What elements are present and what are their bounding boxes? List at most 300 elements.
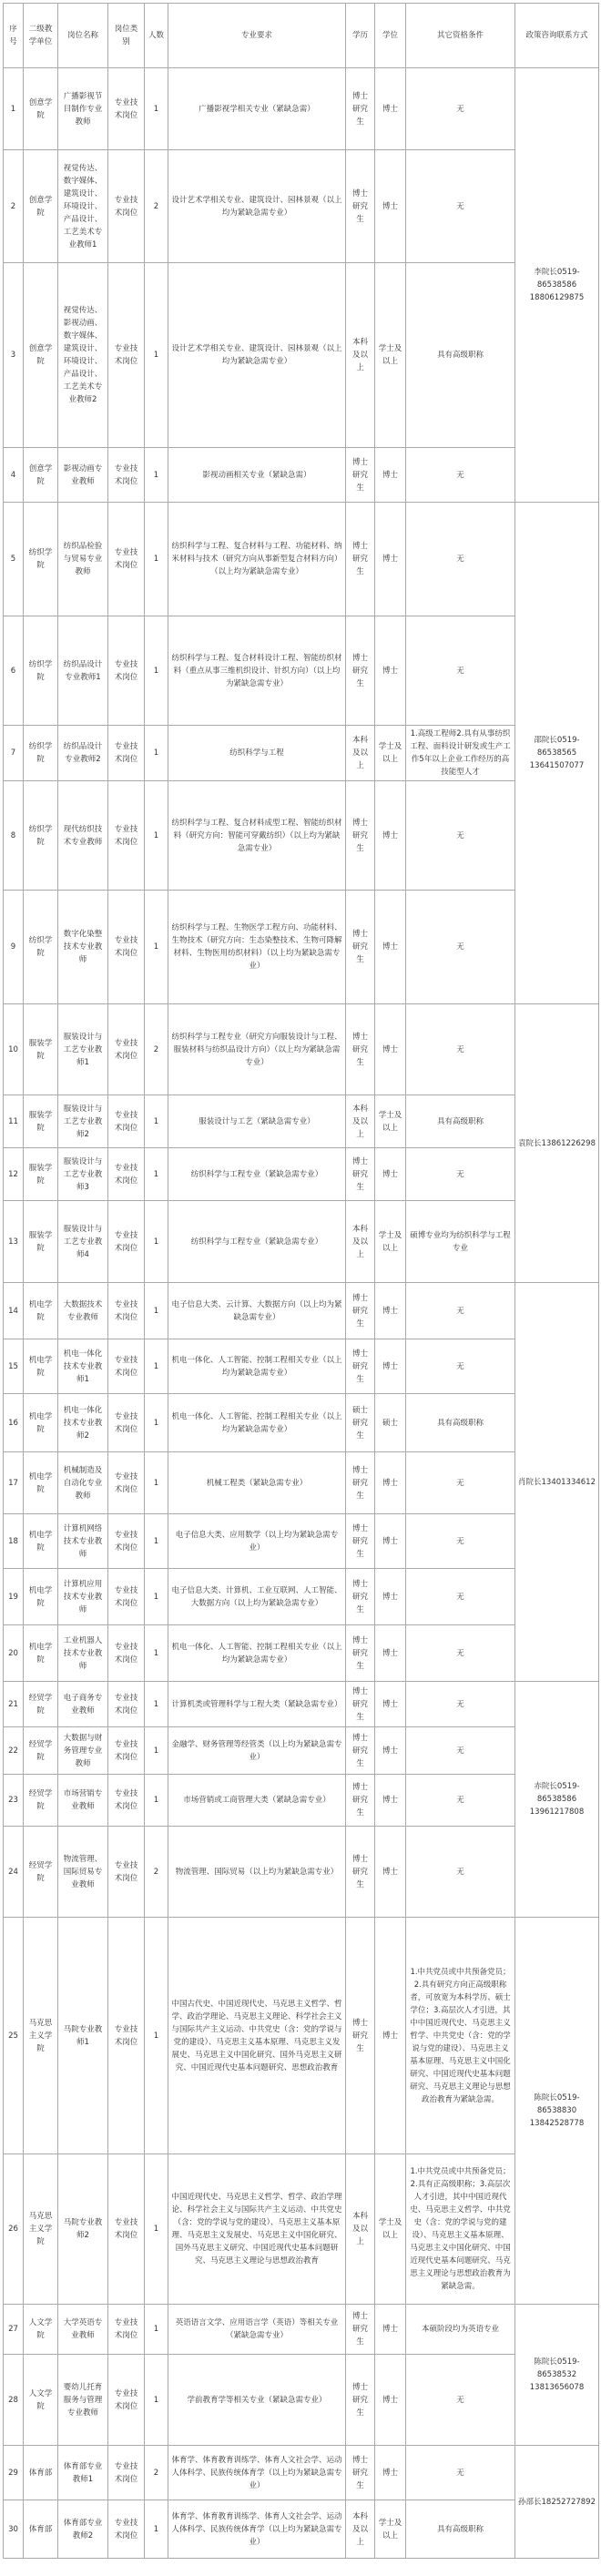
headcount: 1 xyxy=(145,1394,168,1452)
teaching-unit: 创意学院 xyxy=(24,68,58,150)
teaching-unit: 创意学院 xyxy=(24,448,58,503)
other-conditions: 无 xyxy=(406,68,515,150)
contact-info: 袁院长13861226298 xyxy=(515,1004,599,1283)
teaching-unit: 机电学院 xyxy=(24,1569,58,1625)
headcount: 1 xyxy=(145,1095,168,1148)
post-category: 专业技术岗位 xyxy=(108,1827,145,1918)
degree: 博士 xyxy=(375,1148,406,1201)
degree: 博士 xyxy=(375,1727,406,1775)
header-cell: 岗位类别 xyxy=(108,4,145,68)
degree: 学士及以上 xyxy=(375,726,406,781)
post-name: 电子商务专业教师 xyxy=(58,1682,108,1727)
post-category: 专业技术岗位 xyxy=(108,1394,145,1452)
degree: 博士 xyxy=(375,891,406,1004)
headcount: 1 xyxy=(145,1569,168,1625)
post-category: 专业技术岗位 xyxy=(108,2154,145,2305)
other-conditions: 1.高级工程师2.具有从事纺织工程、面料设计研发或生产工作5年以上企业工作经历的高技能型人才 xyxy=(406,726,515,781)
post-name: 大数据技术专业教师 xyxy=(58,1283,108,1339)
degree: 博士 xyxy=(375,1827,406,1918)
teaching-unit: 服装学院 xyxy=(24,1201,58,1283)
major-requirement: 机械工程类（紧缺急需专业） xyxy=(168,1452,346,1514)
post-name: 服装设计与工艺专业教师1 xyxy=(58,1004,108,1095)
education: 博士研究生 xyxy=(346,2355,375,2446)
headcount: 1 xyxy=(145,2154,168,2305)
headcount: 1 xyxy=(145,616,168,726)
other-conditions: 无 xyxy=(406,1625,515,1682)
education: 博士研究生 xyxy=(346,448,375,503)
other-conditions: 无 xyxy=(406,1682,515,1727)
other-conditions: 1.中共党员或中共预备党员；2.具有研究方向正高级职称者，可放宽为本科学历、硕士学位；3.高层次人才引进，其中中国近现代史、马克思主义哲学、中共党史（含：党的学说与党的建设）、马克思主义基本原理、马克思主义中国化研究、中国近现代史基本问题研究、马克思主义理论与思想政治教育为紧缺急需。 xyxy=(406,1918,515,2154)
education: 博士研究生 xyxy=(346,503,375,616)
row-number: 16 xyxy=(4,1394,24,1452)
row-number: 14 xyxy=(4,1283,24,1339)
post-category: 专业技术岗位 xyxy=(108,448,145,503)
table-row xyxy=(4,1569,599,1625)
degree: 博士 xyxy=(375,2446,406,2500)
headcount: 1 xyxy=(145,1625,168,1682)
degree: 学士及以上 xyxy=(375,2154,406,2305)
education: 博士研究生 xyxy=(346,2305,375,2355)
post-category: 专业技术岗位 xyxy=(108,1095,145,1148)
major-requirement: 学前教育学等相关专业（紧缺急需专业） xyxy=(168,2355,346,2446)
contact-info: 赤院长0519-86538586 13961217808 xyxy=(515,1682,599,1918)
teaching-unit: 经贸学院 xyxy=(24,1682,58,1727)
table-row xyxy=(4,263,599,448)
other-conditions: 无 xyxy=(406,1283,515,1339)
post-name: 纺织品设计专业教师2 xyxy=(58,726,108,781)
post-category: 专业技术岗位 xyxy=(108,1148,145,1201)
major-requirement: 广播影视学相关专业（紧缺急需） xyxy=(168,68,346,150)
post-category: 专业技术岗位 xyxy=(108,1004,145,1095)
row-number: 29 xyxy=(4,2446,24,2500)
other-conditions: 无 xyxy=(406,1452,515,1514)
post-category: 专业技术岗位 xyxy=(108,1339,145,1394)
degree: 博士 xyxy=(375,150,406,263)
degree: 博士 xyxy=(375,1569,406,1625)
degree: 博士 xyxy=(375,1452,406,1514)
other-conditions: 无 xyxy=(406,1148,515,1201)
teaching-unit: 人文学院 xyxy=(24,2355,58,2446)
other-conditions: 无 xyxy=(406,1569,515,1625)
table-row xyxy=(4,1004,599,1095)
degree: 学士及以上 xyxy=(375,263,406,448)
post-category: 专业技术岗位 xyxy=(108,1727,145,1775)
education: 本科及以上 xyxy=(346,1201,375,1283)
headcount: 1 xyxy=(145,1339,168,1394)
teaching-unit: 马克思主义学院 xyxy=(24,1918,58,2154)
teaching-unit: 机电学院 xyxy=(24,1339,58,1394)
post-name: 大数据与财务管理专业教师 xyxy=(58,1727,108,1775)
post-category: 专业技术岗位 xyxy=(108,1283,145,1339)
other-conditions: 无 xyxy=(406,1004,515,1095)
post-name: 马院专业教师1 xyxy=(58,1918,108,2154)
headcount: 1 xyxy=(145,2305,168,2355)
other-conditions: 无 xyxy=(406,1339,515,1394)
education: 本科及以上 xyxy=(346,263,375,448)
header-row xyxy=(4,4,599,68)
post-category: 专业技术岗位 xyxy=(108,726,145,781)
major-requirement: 纺织科学与工程、复合材料设计工程、智能纺织材料（重点从事三维机织设计、针织方向）（以上均为紧缺急需专业） xyxy=(168,616,346,726)
headcount: 2 xyxy=(145,1827,168,1918)
other-conditions: 本硕阶段均为英语专业 xyxy=(406,2305,515,2355)
headcount: 1 xyxy=(145,781,168,891)
post-category: 专业技术岗位 xyxy=(108,1682,145,1727)
row-number: 23 xyxy=(4,1775,24,1827)
post-category: 专业技术岗位 xyxy=(108,2355,145,2446)
table-row xyxy=(4,1201,599,1283)
major-requirement: 市场营销或工商管理大类（紧缺急需专业） xyxy=(168,1775,346,1827)
post-name: 数字化染整技术专业教师 xyxy=(58,891,108,1004)
post-name: 服装设计与工艺专业教师2 xyxy=(58,1095,108,1148)
row-number: 7 xyxy=(4,726,24,781)
degree: 博士 xyxy=(375,448,406,503)
teaching-unit: 机电学院 xyxy=(24,1394,58,1452)
row-number: 4 xyxy=(4,448,24,503)
row-number: 8 xyxy=(4,781,24,891)
row-number: 20 xyxy=(4,1625,24,1682)
headcount: 1 xyxy=(145,1918,168,2154)
table-row xyxy=(4,2154,599,2305)
degree: 博士 xyxy=(375,1625,406,1682)
degree: 博士 xyxy=(375,1918,406,2154)
header-cell: 学位 xyxy=(375,4,406,68)
row-number: 19 xyxy=(4,1569,24,1625)
major-requirement: 影视动画相关专业（紧缺急需） xyxy=(168,448,346,503)
other-conditions: 无 xyxy=(406,616,515,726)
table-row xyxy=(4,1775,599,1827)
post-category: 专业技术岗位 xyxy=(108,503,145,616)
post-name: 体育部专业教师1 xyxy=(58,2446,108,2500)
post-category: 专业技术岗位 xyxy=(108,2446,145,2500)
post-category: 专业技术岗位 xyxy=(108,1201,145,1283)
teaching-unit: 人文学院 xyxy=(24,2305,58,2355)
major-requirement: 物流管理、国际贸易（以上均为紧缺急需专业） xyxy=(168,1827,346,1918)
teaching-unit: 纺织学院 xyxy=(24,891,58,1004)
table-row xyxy=(4,1514,599,1569)
major-requirement: 机电一体化、人工智能、控制工程相关专业（以上均为紧缺急需专业） xyxy=(168,1394,346,1452)
teaching-unit: 服装学院 xyxy=(24,1095,58,1148)
post-category: 专业技术岗位 xyxy=(108,1775,145,1827)
degree: 博士 xyxy=(375,2305,406,2355)
table-row xyxy=(4,448,599,503)
table-row xyxy=(4,1918,599,2154)
table-row xyxy=(4,2446,599,2500)
degree: 学士及以上 xyxy=(375,1201,406,1283)
major-requirement: 中国近现代史、马克思主义哲学、哲学、政治学理论、科学社会主义与国际共产主义运动、中共党史（含：党的学说与党的建设）、马克思主义基本原理、马克思主义发展史、马克思主义中国化研究、国外马克思主义研究、中国近现代史基本问题研究、马克思主义理论与思想政治教育 xyxy=(168,2154,346,2305)
major-requirement: 纺织科学与工程 xyxy=(168,726,346,781)
contact-info: 陈院长0519-86538532 13813656078 xyxy=(515,2305,599,2446)
other-conditions: 具有高级职称 xyxy=(406,1095,515,1148)
major-requirement: 金融学、财务管理等经管类（以上均为紧缺急需专业） xyxy=(168,1727,346,1775)
headcount: 1 xyxy=(145,448,168,503)
education: 博士研究生 xyxy=(346,1625,375,1682)
post-name: 工业机器人技术专业教师 xyxy=(58,1625,108,1682)
contact-info: 肖院长13401334612 xyxy=(515,1283,599,1682)
header-cell: 序号 xyxy=(4,4,24,68)
other-conditions: 无 xyxy=(406,150,515,263)
table-row xyxy=(4,1148,599,1201)
degree: 博士 xyxy=(375,1283,406,1339)
other-conditions: 无 xyxy=(406,1775,515,1827)
education: 本科及以上 xyxy=(346,726,375,781)
headcount: 1 xyxy=(145,891,168,1004)
major-requirement: 纺织科学与工程、生物医学工程方向、功能材料、生物技术（研究方向：生态染整技术、生物可降解材料、生物医用纺织材料）（以上均为紧缺急需专业） xyxy=(168,891,346,1004)
post-name: 机械制造及自动化专业教师 xyxy=(58,1452,108,1514)
post-name: 视觉传达、数字媒体、建筑设计、环境设计、产品设计、工艺美术专业教师1 xyxy=(58,150,108,263)
education: 博士研究生 xyxy=(346,1827,375,1918)
post-category: 专业技术岗位 xyxy=(108,1452,145,1514)
headcount: 1 xyxy=(145,1201,168,1283)
major-requirement: 体育学、体育教育训练学、体育人文社会学、运动人体科学、民族传统体育学（以上均为紧缺急需专业） xyxy=(168,2500,346,2559)
post-name: 马院专业教师2 xyxy=(58,2154,108,2305)
other-conditions: 无 xyxy=(406,448,515,503)
recruitment-table xyxy=(3,3,599,2559)
table-row xyxy=(4,2305,599,2355)
headcount: 1 xyxy=(145,2355,168,2446)
major-requirement: 体育学、体育教育训练学、体育人文社会学、运动人体科学、民族传统体育学（以上均为紧缺急需专业） xyxy=(168,2446,346,2500)
headcount: 1 xyxy=(145,1148,168,1201)
row-number: 10 xyxy=(4,1004,24,1095)
post-name: 纺织品检验与贸易专业教师 xyxy=(58,503,108,616)
row-number: 22 xyxy=(4,1727,24,1775)
degree: 学士及以上 xyxy=(375,1095,406,1148)
education: 博士研究生 xyxy=(346,1514,375,1569)
table-row xyxy=(4,503,599,616)
row-number: 9 xyxy=(4,891,24,1004)
post-name: 体育部专业教师2 xyxy=(58,2500,108,2559)
major-requirement: 设计艺术学相关专业、建筑设计、园林景观（以上均为紧缺急需专业） xyxy=(168,150,346,263)
headcount: 2 xyxy=(145,1004,168,1095)
row-number: 21 xyxy=(4,1682,24,1727)
degree: 硕士 xyxy=(375,1394,406,1452)
post-name: 广播影视节目制作专业教师 xyxy=(58,68,108,150)
education: 博士研究生 xyxy=(346,1148,375,1201)
table-row xyxy=(4,68,599,150)
headcount: 2 xyxy=(145,2446,168,2500)
other-conditions: 硕博专业均为纺织科学与工程专业 xyxy=(406,1201,515,1283)
table-row xyxy=(4,1682,599,1727)
row-number: 26 xyxy=(4,2154,24,2305)
table-row xyxy=(4,1452,599,1514)
row-number: 6 xyxy=(4,616,24,726)
major-requirement: 服装设计与工艺（紧缺急需专业） xyxy=(168,1095,346,1148)
row-number: 5 xyxy=(4,503,24,616)
row-number: 1 xyxy=(4,68,24,150)
post-name: 婴幼儿托育服务与管理专业教师 xyxy=(58,2355,108,2446)
degree: 博士 xyxy=(375,1775,406,1827)
other-conditions: 无 xyxy=(406,2355,515,2446)
post-category: 专业技术岗位 xyxy=(108,2305,145,2355)
contact-info: 邵院长0519-86538565 13641507077 xyxy=(515,503,599,1004)
teaching-unit: 机电学院 xyxy=(24,1283,58,1339)
row-number: 12 xyxy=(4,1148,24,1201)
contact-info: 李院长0519-86538586 18806129875 xyxy=(515,68,599,503)
degree: 博士 xyxy=(375,616,406,726)
post-name: 影视动画专业教师 xyxy=(58,448,108,503)
education: 硕士研究生 xyxy=(346,1394,375,1452)
table-row xyxy=(4,1095,599,1148)
header-cell: 二级教学单位 xyxy=(24,4,58,68)
header-cell: 人数 xyxy=(145,4,168,68)
teaching-unit: 机电学院 xyxy=(24,1452,58,1514)
teaching-unit: 马克思主义学院 xyxy=(24,2154,58,2305)
major-requirement: 电子信息大类、应用数学（以上均为紧缺急需专业） xyxy=(168,1514,346,1569)
major-requirement: 电子信息大类、云计算、大数据方向（以上均为紧缺急需专业） xyxy=(168,1283,346,1339)
other-conditions: 无 xyxy=(406,1514,515,1569)
degree: 博士 xyxy=(375,1339,406,1394)
education: 博士研究生 xyxy=(346,891,375,1004)
major-requirement: 机电一体化、人工智能、控制工程相关专业（以上均为紧缺急需专业） xyxy=(168,1625,346,1682)
degree: 博士 xyxy=(375,781,406,891)
post-category: 专业技术岗位 xyxy=(108,263,145,448)
education: 博士研究生 xyxy=(346,1569,375,1625)
other-conditions: 无 xyxy=(406,503,515,616)
education: 博士研究生 xyxy=(346,150,375,263)
major-requirement: 纺织科学与工程、复合材料成型工程、智能纺织材料（研究方向：智能可穿戴纺织）（以上均为紧缺急需专业） xyxy=(168,781,346,891)
table-row xyxy=(4,781,599,891)
table-row xyxy=(4,1339,599,1394)
table-row xyxy=(4,1625,599,1682)
teaching-unit: 机电学院 xyxy=(24,1625,58,1682)
row-number: 13 xyxy=(4,1201,24,1283)
other-conditions: 无 xyxy=(406,1727,515,1775)
teaching-unit: 服装学院 xyxy=(24,1004,58,1095)
education: 博士研究生 xyxy=(346,1727,375,1775)
education: 博士研究生 xyxy=(346,1918,375,2154)
education: 本科及以上 xyxy=(346,1095,375,1148)
header-cell: 其它资格条件 xyxy=(406,4,515,68)
row-number: 2 xyxy=(4,150,24,263)
degree: 博士 xyxy=(375,2355,406,2446)
header-cell: 专业要求 xyxy=(168,4,346,68)
major-requirement: 计算机类或管理科学与工程大类（紧缺急需专业） xyxy=(168,1682,346,1727)
post-name: 服装设计与工艺专业教师4 xyxy=(58,1201,108,1283)
headcount: 1 xyxy=(145,68,168,150)
post-name: 计算机应用技术专业教师 xyxy=(58,1569,108,1625)
headcount: 1 xyxy=(145,1452,168,1514)
post-name: 纺织品设计专业教师1 xyxy=(58,616,108,726)
teaching-unit: 经贸学院 xyxy=(24,1827,58,1918)
post-category: 专业技术岗位 xyxy=(108,1625,145,1682)
other-conditions: 具有高级职称 xyxy=(406,2500,515,2559)
major-requirement: 电子信息大类、计算机、工业互联网、人工智能、大数据方向（以上均为紧缺急需专业） xyxy=(168,1569,346,1625)
row-number: 27 xyxy=(4,2305,24,2355)
post-category: 专业技术岗位 xyxy=(108,891,145,1004)
header-cell: 学历 xyxy=(346,4,375,68)
education: 博士研究生 xyxy=(346,1004,375,1095)
teaching-unit: 机电学院 xyxy=(24,1514,58,1569)
table-row xyxy=(4,891,599,1004)
post-name: 计算机网络技术专业教师 xyxy=(58,1514,108,1569)
education: 博士研究生 xyxy=(346,1775,375,1827)
headcount: 1 xyxy=(145,263,168,448)
post-name: 视觉传达、影视动画、数字媒体、建筑设计、环境设计、产品设计、工艺美术专业教师2 xyxy=(58,263,108,448)
table-row xyxy=(4,2500,599,2559)
education: 博士研究生 xyxy=(346,1452,375,1514)
major-requirement: 纺织科学与工程专业（研究方向服装设计与工程、服装材料与纺织品设计方向）（以上均为紧缺急需专业） xyxy=(168,1004,346,1095)
row-number: 28 xyxy=(4,2355,24,2446)
row-number: 15 xyxy=(4,1339,24,1394)
row-number: 30 xyxy=(4,2500,24,2559)
degree: 博士 xyxy=(375,503,406,616)
headcount: 1 xyxy=(145,1775,168,1827)
headcount: 1 xyxy=(145,2500,168,2559)
major-requirement: 英语语言文学、应用语言学（英语）等相关专业（紧缺急需专业） xyxy=(168,2305,346,2355)
headcount: 2 xyxy=(145,150,168,263)
teaching-unit: 经贸学院 xyxy=(24,1727,58,1775)
education: 博士研究生 xyxy=(346,1339,375,1394)
major-requirement: 机电一体化、人工智能、控制工程相关专业（以上均为紧缺急需专业） xyxy=(168,1339,346,1394)
education: 博士研究生 xyxy=(346,1682,375,1727)
major-requirement: 纺织科学与工程专业（紧缺急需专业） xyxy=(168,1148,346,1201)
row-number: 24 xyxy=(4,1827,24,1918)
post-name: 机电一体化技术专业教师2 xyxy=(58,1394,108,1452)
post-name: 大学英语专业教师 xyxy=(58,2305,108,2355)
post-name: 服装设计与工艺专业教师3 xyxy=(58,1148,108,1201)
teaching-unit: 服装学院 xyxy=(24,1148,58,1201)
other-conditions: 1.中共党员或中共预备党员；2.具有正高级职称；3.高层次人才引进，其中中国近现代史、马克思主义哲学、中共党史（含：党的学说与党的建设）、马克思主义基本原理、马克思主义中国化研究、中国近现代史基本问题研究、马克思主义理论与思想政治教育为紧缺急需。 xyxy=(406,2154,515,2305)
degree: 博士 xyxy=(375,68,406,150)
teaching-unit: 创意学院 xyxy=(24,150,58,263)
education: 博士研究生 xyxy=(346,2446,375,2500)
table-row xyxy=(4,726,599,781)
major-requirement: 纺织科学与工程、复合材料与工程、功能材料、纳米材料与技术（研究方向从事新型复合材料方向）（以上均为紧缺急需专业） xyxy=(168,503,346,616)
degree: 学士及以上 xyxy=(375,2500,406,2559)
post-category: 专业技术岗位 xyxy=(108,1514,145,1569)
teaching-unit: 纺织学院 xyxy=(24,616,58,726)
education: 博士研究生 xyxy=(346,781,375,891)
headcount: 1 xyxy=(145,1682,168,1727)
table-row xyxy=(4,1827,599,1918)
table-row xyxy=(4,1394,599,1452)
contact-info: 陈院长0519-86538830 13842528778 xyxy=(515,1918,599,2305)
other-conditions: 无 xyxy=(406,2446,515,2500)
degree: 博士 xyxy=(375,1682,406,1727)
post-name: 现代纺织技术专业教师 xyxy=(58,781,108,891)
major-requirement: 纺织科学与工程专业（紧缺急需专业） xyxy=(168,1201,346,1283)
headcount: 1 xyxy=(145,503,168,616)
row-number: 25 xyxy=(4,1918,24,2154)
contact-info: 孙部长18252727892 xyxy=(515,2446,599,2559)
post-category: 专业技术岗位 xyxy=(108,1918,145,2154)
major-requirement: 中国古代史、中国近现代史、马克思主义哲学、哲学、政治学理论、马克思主义理论、科学社会主义与国际共产主义运动、中共党史（含：党的学说与党的建设）、马克思主义基本原理、马克思主义发展史、马克思主义中国化研究、国外马克思主义研究、中国近现代史基本问题研究、思想政治教育 xyxy=(168,1918,346,2154)
post-category: 专业技术岗位 xyxy=(108,1569,145,1625)
headcount: 1 xyxy=(145,1514,168,1569)
row-number: 11 xyxy=(4,1095,24,1148)
teaching-unit: 经贸学院 xyxy=(24,1775,58,1827)
post-name: 市场营销专业教师 xyxy=(58,1775,108,1827)
other-conditions: 无 xyxy=(406,1827,515,1918)
teaching-unit: 纺织学院 xyxy=(24,781,58,891)
education: 博士研究生 xyxy=(346,68,375,150)
post-category: 专业技术岗位 xyxy=(108,68,145,150)
headcount: 1 xyxy=(145,726,168,781)
post-category: 专业技术岗位 xyxy=(108,781,145,891)
post-category: 专业技术岗位 xyxy=(108,2500,145,2559)
major-requirement: 设计艺术学相关专业、建筑设计、园林景观（以上均为紧缺急需专业） xyxy=(168,263,346,448)
header-cell: 岗位名称 xyxy=(58,4,108,68)
teaching-unit: 纺织学院 xyxy=(24,726,58,781)
teaching-unit: 纺织学院 xyxy=(24,503,58,616)
row-number: 18 xyxy=(4,1514,24,1569)
row-number: 17 xyxy=(4,1452,24,1514)
table-row xyxy=(4,1283,599,1339)
teaching-unit: 体育部 xyxy=(24,2500,58,2559)
degree: 博士 xyxy=(375,1004,406,1095)
row-number: 3 xyxy=(4,263,24,448)
table-row xyxy=(4,1727,599,1775)
header-cell: 政策咨询联系方式 xyxy=(515,4,599,68)
